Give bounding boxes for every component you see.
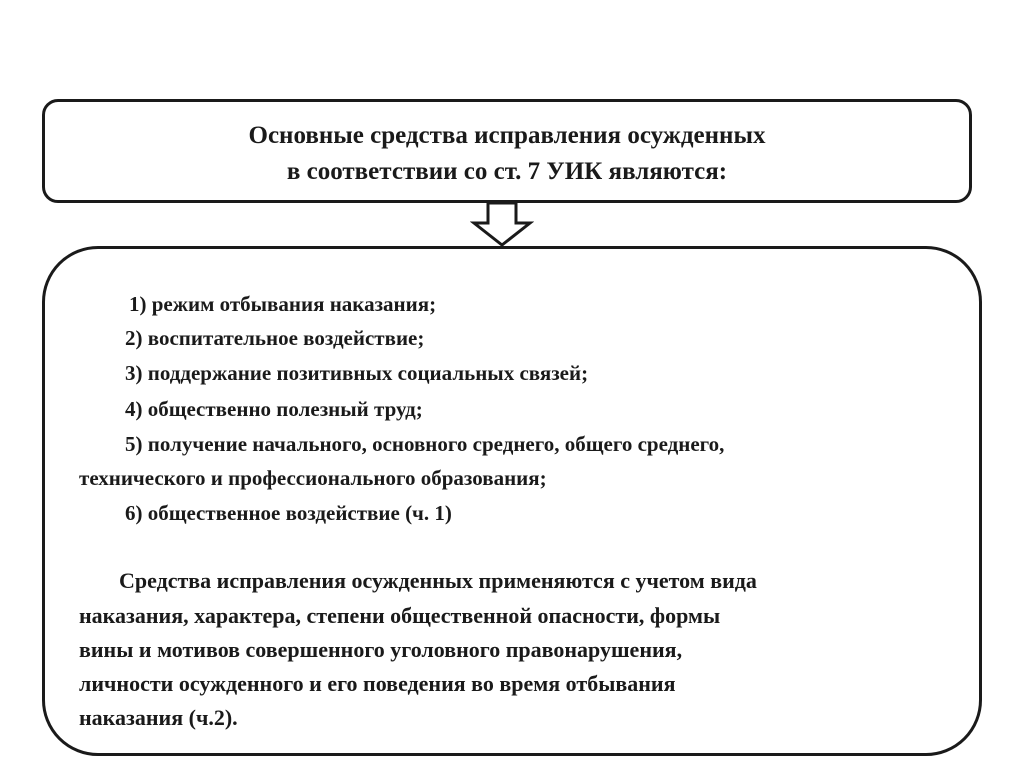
- title-box: [42, 99, 972, 203]
- paragraph-line-1: Средства исправления осужденных применяются с учетом вида: [119, 568, 757, 593]
- down-arrow-icon: [470, 201, 534, 249]
- paragraph-line-5: наказания (ч.2).: [79, 705, 238, 730]
- list-item-6: 6) общественное воздействие (ч. 1): [125, 501, 452, 525]
- list-item-5: 5) получение начального, основного среднего, общего среднего,: [125, 432, 725, 456]
- title-line-1: Основные средства исправления осужденных: [248, 122, 766, 149]
- list-item-1: 1) режим отбывания наказания;: [129, 292, 437, 316]
- paragraph-line-4: личности осужденного и его поведения во время отбывания: [79, 671, 676, 696]
- content-box: [42, 246, 982, 756]
- title-line-2: в соответствии со ст. 7 УИК являются:: [286, 158, 728, 185]
- paragraph-line-3: вины и мотивов совершенного уголовного правонарушения,: [79, 637, 683, 662]
- list-item-4: 4) общественно полезный труд;: [125, 397, 423, 421]
- list-item-3: 3) поддержание позитивных социальных связей;: [125, 361, 589, 385]
- list-item-2: 2) воспитательное воздействие;: [125, 326, 425, 350]
- list-item-5-continuation: технического и профессионального образования;: [79, 466, 547, 490]
- paragraph-line-2: наказания, характера, степени общественной опасности, формы: [79, 603, 721, 628]
